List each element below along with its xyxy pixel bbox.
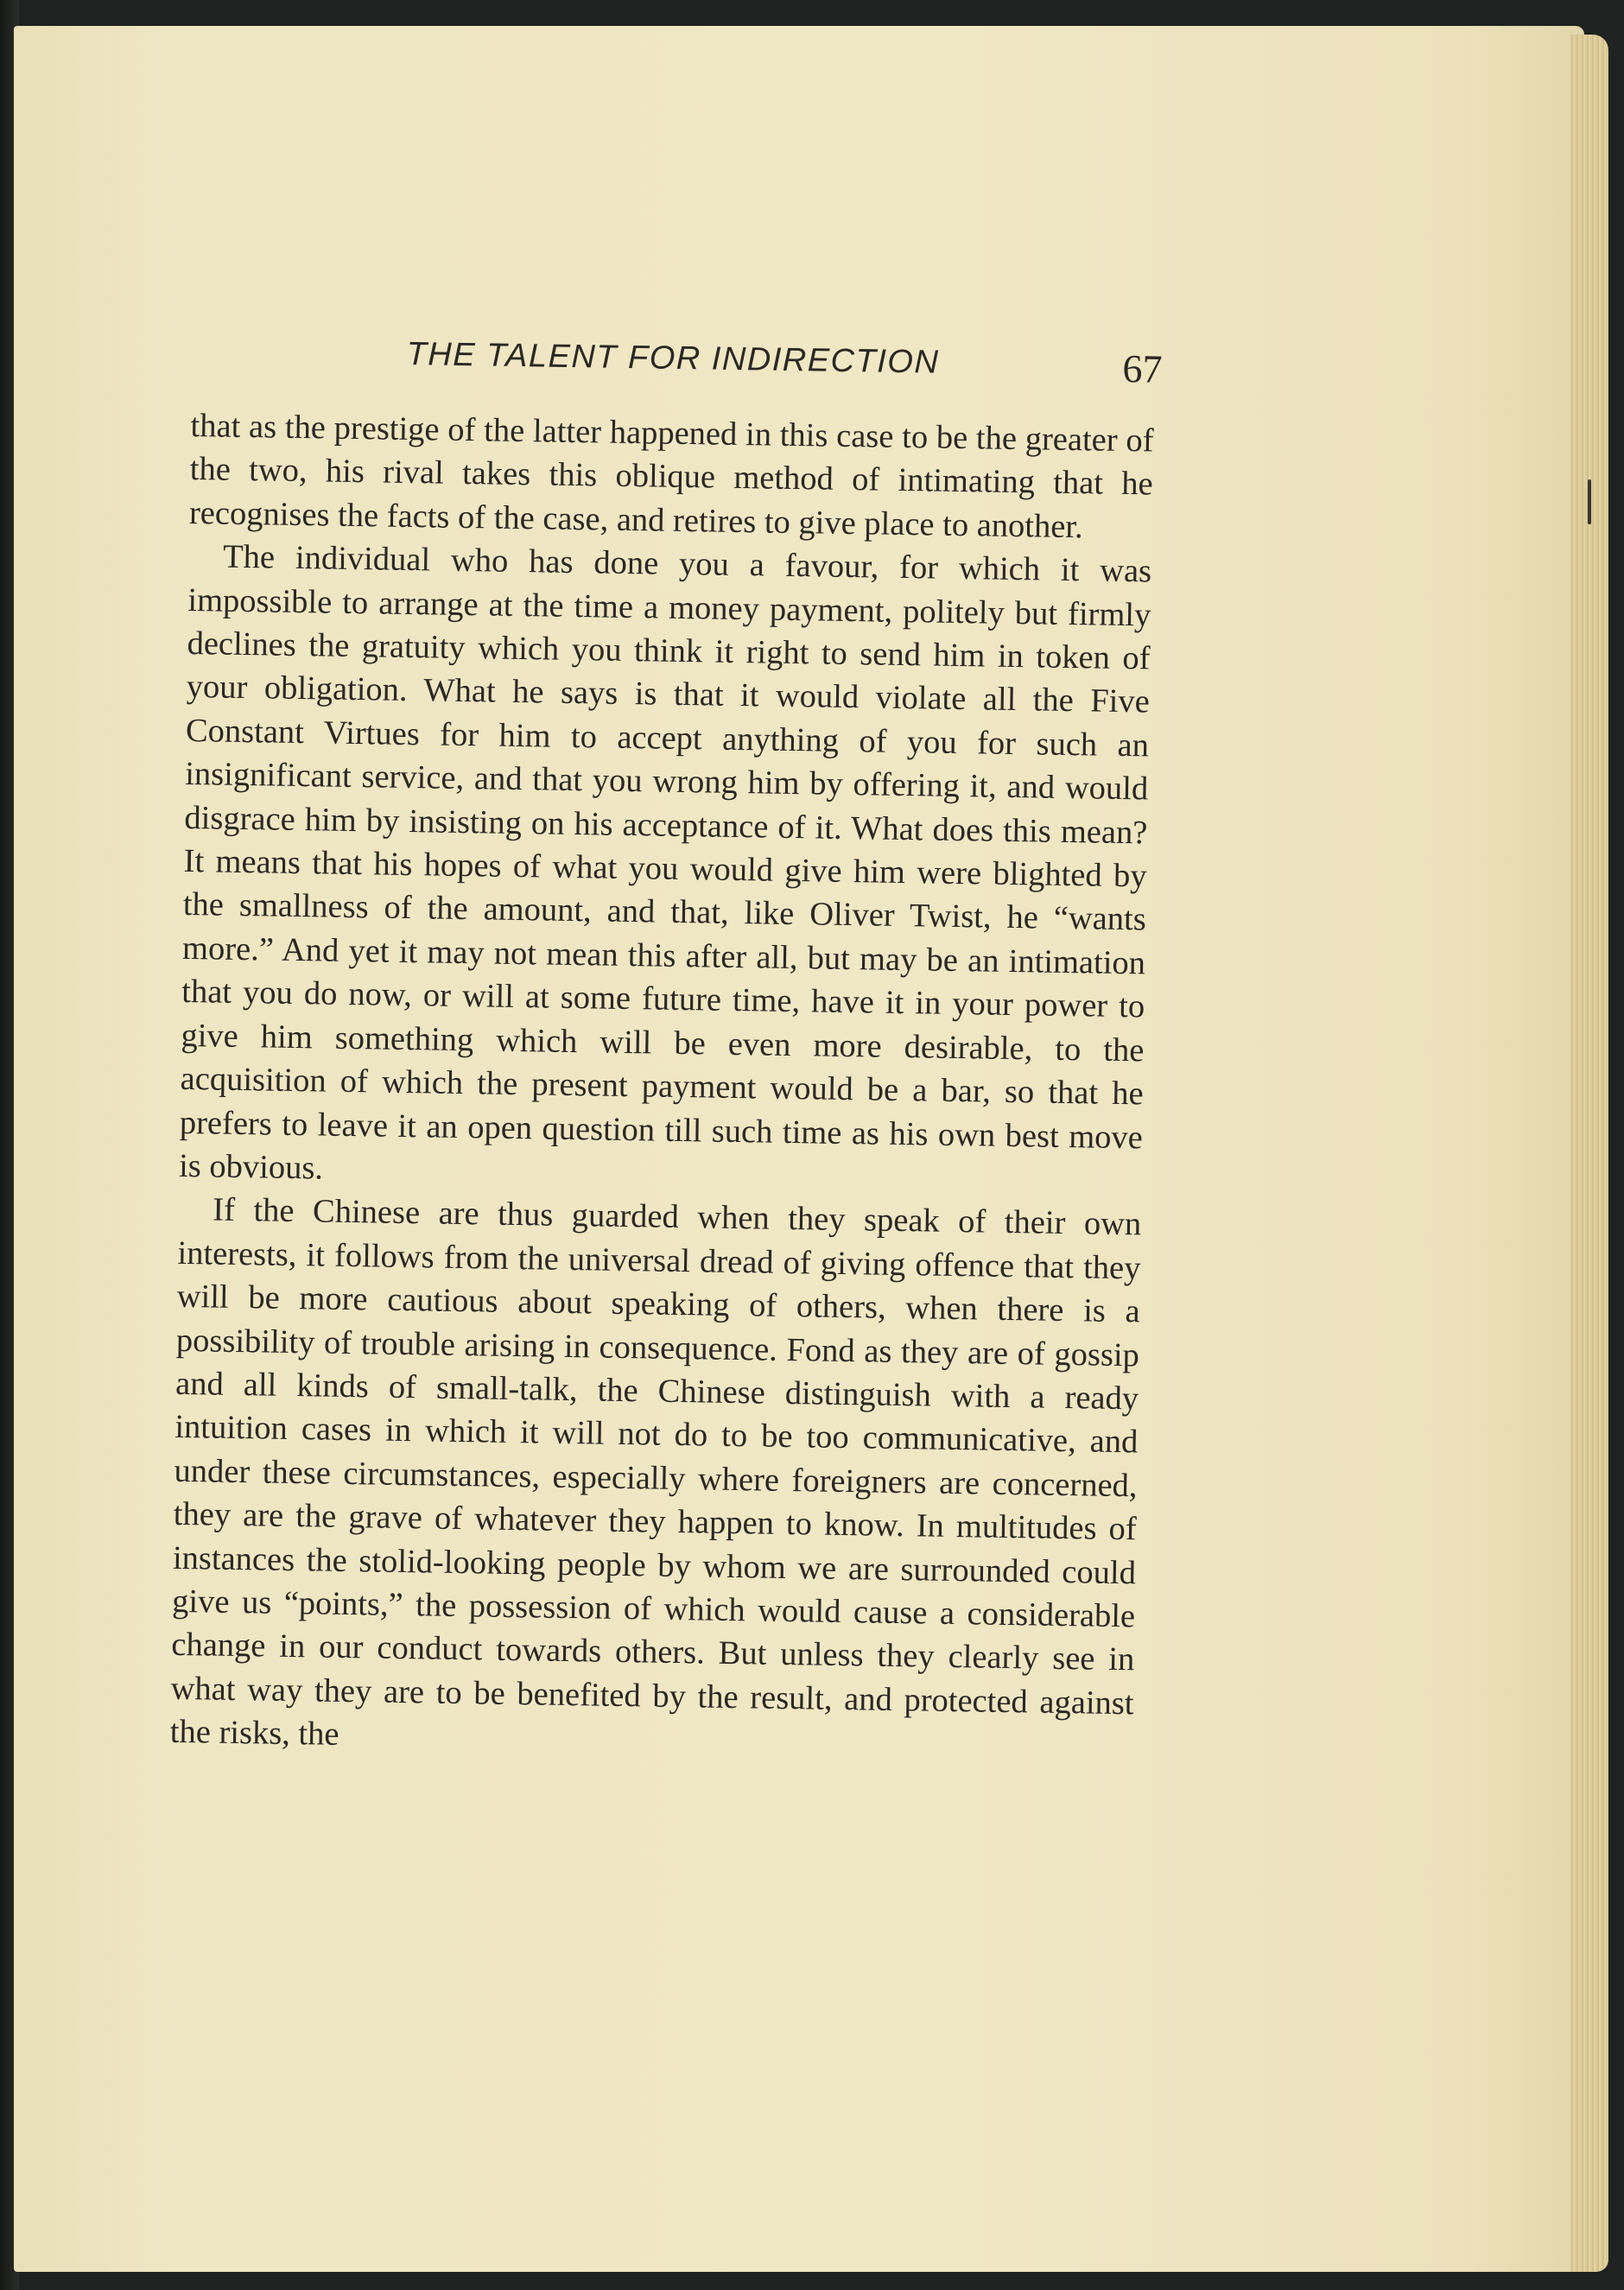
- paragraph-gratuity: The individual who has done you a favour, for which it was impossible to arrange at the time a money payment, politely but firmly declines the gratuity which you think it right to send him in token of your obligation. What he says is that it would violate all the Five Constant Virtues for him to accept anything of you for such an insignificant service, and that you wrong him by offering it, and would disgrace him by insisting on his acceptance of it. What does this mean? It means that his hopes of what you would give him were blighted by the smallness of the amount, and that, like Oliver Twist, he “wants more.” And yet it may not mean this after all, but may be an intimation that you do now, or will at some future time, have it in your power to give him something which will be even more desirable, to the acquisition of which the present payment would be a bar, so that he prefers to leave it an open question till such time as his own best move is obvious.: [178, 538, 1152, 1187]
- paragraph-guarded-speech: If the Chinese are thus guarded when they speak of their own interests, it follows from the universal dread of giving offence that they will be more cautious about speaking of others, when there is a possibility of trouble arising in consequence. Fond as they are of gossip and all kinds of small-talk, the Chinese distinguish with a ready intuition cases in which it will not do to be too communicative, and under these circumstances, especially where foreigners are concerned, they are the grave of whatever they happen to know. In multitudes of instances the stolid-looking people by whom we are surrounded could give us “points,” the possession of which would cause a considerable change in our conduct towards others. But unless they clearly see in what way they are to be benefited by the result, and protected against the risks, the: [169, 1191, 1142, 1754]
- running-head-title: THE TALENT FOR INDIRECTION: [406, 336, 940, 381]
- book-page: [14, 26, 1584, 2272]
- paragraph-continued: that as the prestige of the latter happened in this case to be the greater of the two, his rival takes this oblique method of intimating that he recognises the facts of the case, and retires to give place to another.: [188, 407, 1154, 546]
- running-head: [186, 333, 1163, 400]
- body-text: [169, 404, 1153, 1769]
- margin-mark: [1588, 479, 1591, 524]
- page-number: 67: [1122, 346, 1163, 391]
- page-edges: [1570, 35, 1608, 2272]
